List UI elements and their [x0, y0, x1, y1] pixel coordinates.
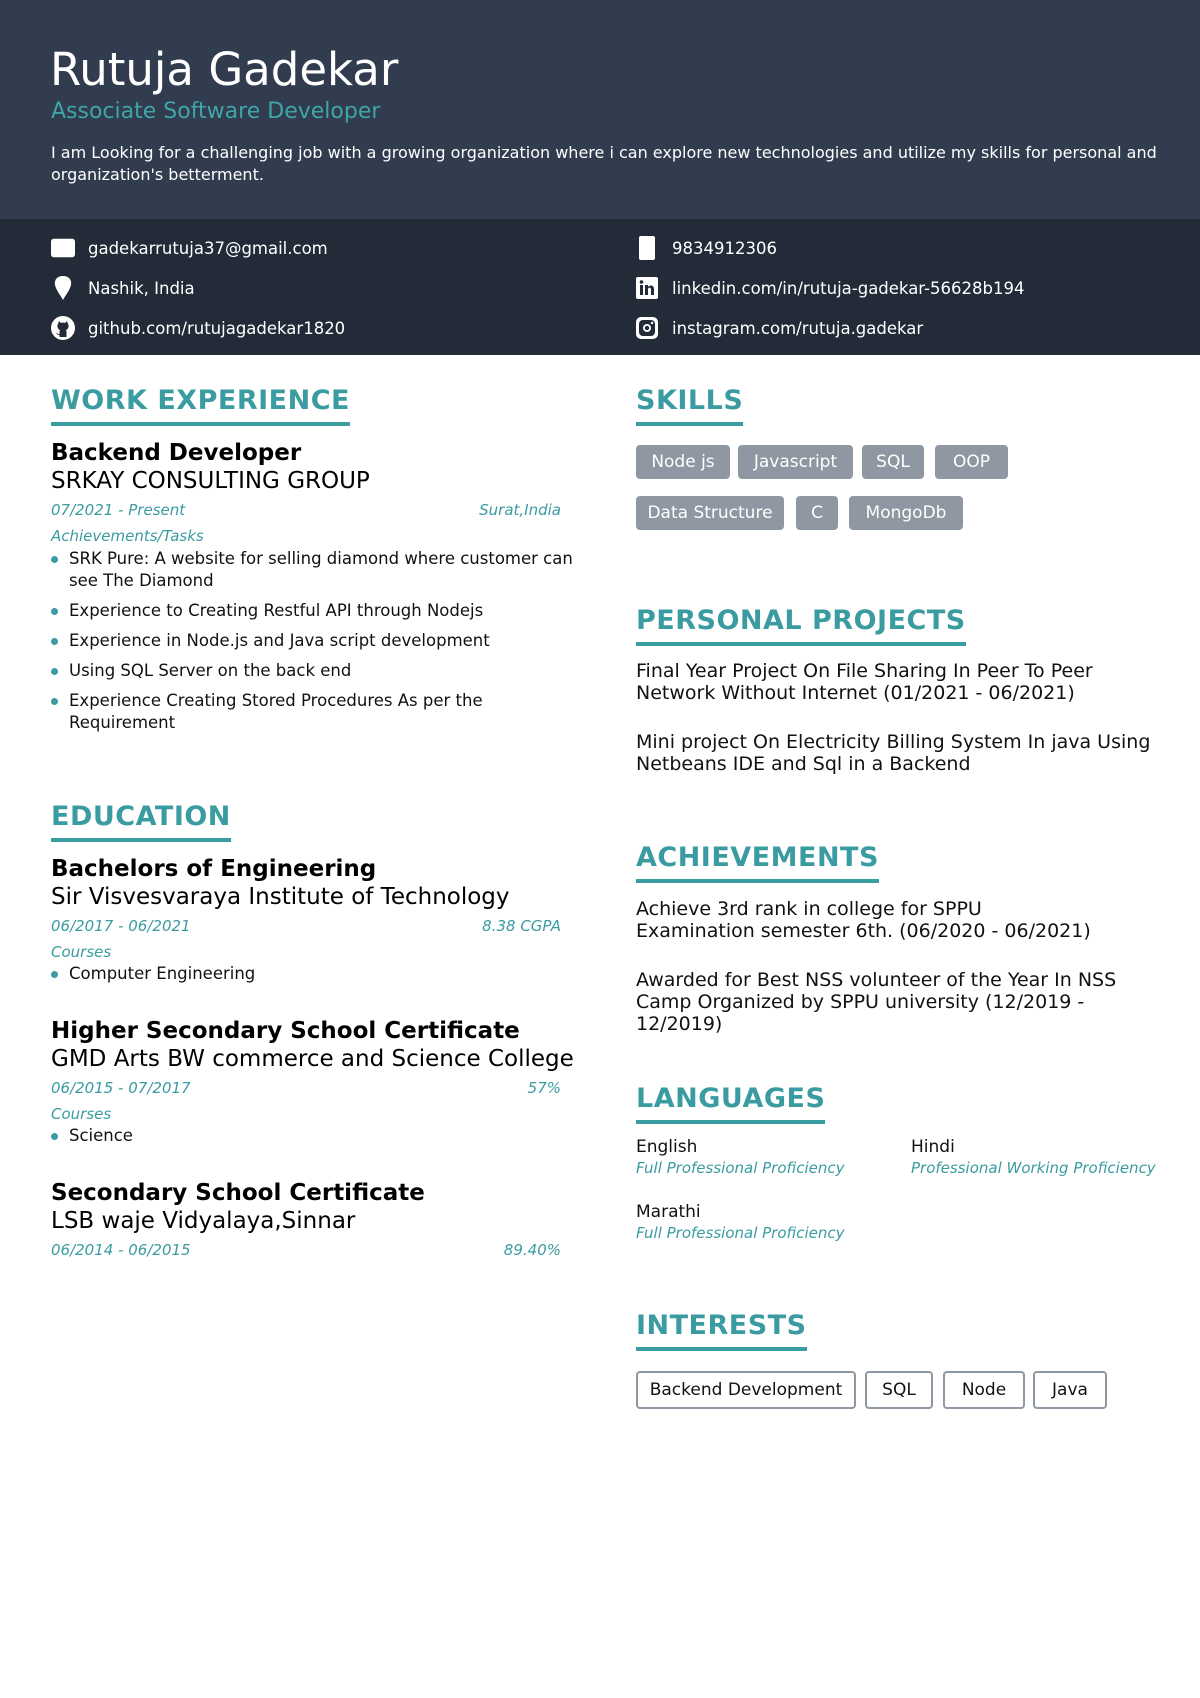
- skill-tag: Node js: [636, 445, 730, 479]
- interest-tag: Node: [943, 1371, 1025, 1409]
- contact-instagram[interactable]: [635, 315, 923, 341]
- task-item: Experience to Creating Restful API through Nodejs: [51, 600, 581, 622]
- work-experience-heading: WORK EXPERIENCE: [51, 384, 350, 426]
- skill-tag: Javascript: [738, 445, 853, 479]
- contact-linkedin[interactable]: [635, 275, 1024, 301]
- languages-heading: LANGUAGES: [636, 1082, 825, 1124]
- tasks-label: Achievements/Tasks: [51, 527, 204, 545]
- job-title: Backend Developer: [51, 440, 302, 466]
- task-item: SRK Pure: A website for selling diamond where customer can see The Diamond: [51, 548, 581, 592]
- interest-tag: SQL: [865, 1371, 933, 1409]
- instagram-icon: [635, 316, 659, 340]
- education-grade: 89.40%: [503, 1241, 561, 1259]
- skill-tag: MongoDb: [849, 496, 963, 530]
- education-degree: Bachelors of Engineering: [51, 856, 377, 882]
- education-degree: Higher Secondary School Certificate: [51, 1018, 520, 1044]
- interest-tag: Backend Development: [636, 1371, 856, 1409]
- job-location: Surat,India: [479, 501, 561, 519]
- linkedin-text: linkedin.com/in/rutuja-gadekar-56628b194: [672, 278, 1025, 298]
- instagram-text: instagram.com/rutuja.gadekar: [672, 318, 924, 338]
- task-item: Using SQL Server on the back end: [51, 660, 581, 682]
- contact-location: [51, 275, 195, 301]
- skill-tag: SQL: [862, 445, 924, 479]
- achievements-heading: ACHIEVEMENTS: [636, 841, 879, 883]
- contact-phone[interactable]: [635, 235, 777, 261]
- phone-text: 9834912306: [672, 238, 777, 258]
- language-item: [636, 1201, 845, 1243]
- language-name: Hindi: [911, 1137, 955, 1157]
- course-item: Science: [51, 1125, 581, 1147]
- course-item: Computer Engineering: [51, 963, 581, 985]
- bullet-icon: [51, 698, 58, 705]
- bullet-icon: [51, 1133, 58, 1140]
- education-grade: 57%: [527, 1079, 561, 1097]
- contact-bar: [0, 219, 1200, 355]
- bullet-icon: [51, 668, 58, 675]
- candidate-name: Rutuja Gadekar: [50, 43, 399, 96]
- location-text: Nashik, India: [88, 278, 195, 298]
- achievement-item: Awarded for Best NSS volunteer of the Year In NSS Camp Organized by SPPU university (12/2019 - 12/2019): [636, 969, 1117, 1035]
- education-school: Sir Visvesvaraya Institute of Technology: [51, 884, 510, 910]
- achievement-item: Achieve 3rd rank in college for SPPU Examination semester 6th. (06/2020 - 06/2021): [636, 898, 1091, 942]
- education-dates: 06/2017 - 06/2021: [51, 917, 191, 935]
- skill-tag: Data Structure: [636, 496, 784, 530]
- bullet-icon: [51, 638, 58, 645]
- project-item: Final Year Project On File Sharing In Peer To Peer Network Without Internet (01/2021 - 06/2021): [636, 660, 1093, 704]
- language-item: [636, 1136, 845, 1178]
- language-level: Professional Working Proficiency: [911, 1159, 1156, 1177]
- github-text: github.com/rutujagadekar1820: [88, 318, 346, 338]
- language-item: [911, 1136, 1156, 1178]
- education-school: LSB waje Vidyalaya,Sinnar: [51, 1208, 356, 1234]
- skill-tag: OOP: [935, 445, 1008, 479]
- language-level: Full Professional Proficiency: [636, 1224, 845, 1242]
- job-dates: 07/2021 - Present: [51, 501, 186, 519]
- language-name: Marathi: [636, 1202, 701, 1222]
- summary-text: I am Looking for a challenging job with a growing organization where i can explore new technologies and utilize my skills for personal and organization's betterment.: [51, 143, 1157, 184]
- language-level: Full Professional Proficiency: [636, 1159, 845, 1177]
- education-dates: 06/2014 - 06/2015: [51, 1241, 191, 1259]
- education-heading: EDUCATION: [51, 800, 231, 842]
- skills-heading: SKILLS: [636, 384, 743, 426]
- language-name: English: [636, 1137, 698, 1157]
- contact-github[interactable]: [51, 315, 345, 341]
- skill-tag: C: [796, 496, 838, 530]
- bullet-icon: [51, 971, 58, 978]
- courses-label: Courses: [51, 1105, 112, 1123]
- location-pin-icon: [51, 276, 75, 300]
- education-grade: 8.38 CGPA: [482, 917, 561, 935]
- education-degree: Secondary School Certificate: [51, 1180, 425, 1206]
- github-icon: [51, 316, 75, 340]
- candidate-role: Associate Software Developer: [51, 99, 381, 124]
- interest-tag: Java: [1033, 1371, 1107, 1409]
- job-company: SRKAY CONSULTING GROUP: [51, 468, 370, 494]
- email-text: gadekarrutuja37@gmail.com: [88, 238, 328, 258]
- interests-heading: INTERESTS: [636, 1309, 807, 1351]
- contact-email[interactable]: [51, 235, 328, 261]
- linkedin-icon: [635, 276, 659, 300]
- task-item: Experience Creating Stored Procedures As per the Requirement: [51, 690, 511, 734]
- bullet-icon: [51, 556, 58, 563]
- education-dates: 06/2015 - 07/2017: [51, 1079, 191, 1097]
- phone-icon: [635, 236, 659, 260]
- education-school: GMD Arts BW commerce and Science College: [51, 1046, 574, 1072]
- project-item: Mini project On Electricity Billing System In java Using Netbeans IDE and Sql in a Backend: [636, 731, 1151, 775]
- task-item: Experience in Node.js and Java script development: [51, 630, 581, 652]
- bullet-icon: [51, 608, 58, 615]
- envelope-icon: [51, 236, 75, 260]
- resume-header: [0, 0, 1200, 219]
- courses-label: Courses: [51, 943, 112, 961]
- projects-heading: PERSONAL PROJECTS: [636, 604, 966, 646]
